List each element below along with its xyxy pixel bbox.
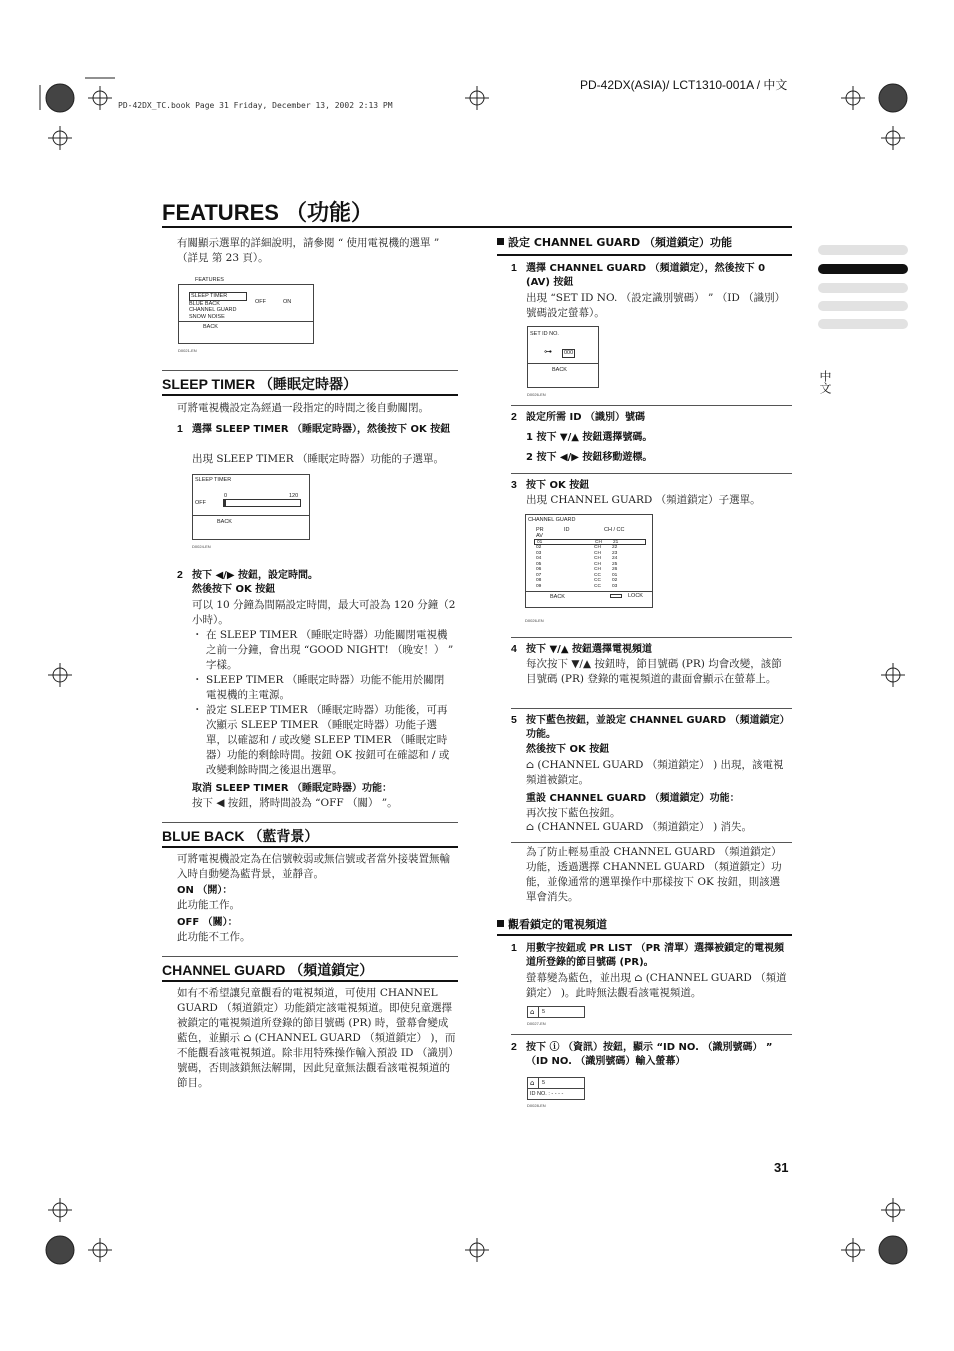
id-entry-screen: ⌂ 5 ID NO. : - - - - <box>527 1077 585 1100</box>
set-id-screen: SET ID NO. ⊶ 000 BACK <box>527 326 599 388</box>
sleep-step1-title: 選擇 SLEEP TIMER （睡眠定時器），然後按下 OK 按鈕 <box>192 424 451 435</box>
lock-icon: ⌂ <box>530 1079 535 1087</box>
set-step1-body: 出現 “SET ID NO. （設定識別號碼） ” （ID （識別）號碼設定螢幕）。 <box>526 292 786 319</box>
list-item: 06 CH 26 <box>536 567 618 572</box>
side-tab <box>818 319 908 329</box>
sleep-step2-title: 按下 ◀/▶ 按鈕，設定時間。 <box>192 570 318 581</box>
screen-menu-items: SLEEP TIMER BLUE BACK CHANNEL GUARD SNOW NOISE <box>189 292 247 320</box>
features-menu-screen: FEATURES SLEEP TIMER BLUE BACK CHANNEL GUARD SNOW NOISE OFF ON BACK <box>178 284 314 344</box>
channel-guard-heading: CHANNEL GUARD （頻道鎖定） <box>162 962 374 978</box>
set-step2-title: 設定所需 ID （識別）號碼 <box>526 412 645 423</box>
sleep-timer-heading: SLEEP TIMER （睡眠定時器） <box>162 376 357 392</box>
channel-guard-list <box>534 539 646 589</box>
figure-code: D0021-EN <box>178 348 197 353</box>
sleep-bullet: ・ SLEEP TIMER （睡眠定時器）功能不能用於關閉電視機的主電源。 <box>192 674 445 701</box>
blue-key-icon <box>610 594 622 598</box>
set-step1-title: 選擇 CHANNEL GUARD （頻道鎖定），然後按下 0 (AV) 按鈕 <box>526 263 766 288</box>
channel-guard-desc: 如有不希望讓兒童觀看的電視頻道，可使用 CHANNEL GUARD （頻道鎖定）功能鎖定該電視頻道。即使兒童選擇被鎖定的電視頻道所登錄的節目號碼 (PR) 時，螢幕會變成藍色，並顯示 ⌂ (CHANNEL GUARD （頻道鎖定） )，而不能觀看該電視頻道。除非用特殊操作輸入預設 ID （識別）號碼，否則該鎖無法解開，因此兒童無法觀看該電視頻道的節目。 <box>177 987 456 1089</box>
sleep-step2-body: 可以 10 分鐘為間隔設定時間，最大可設為 120 分鐘（2 小時）。 <box>192 599 456 626</box>
model-header: PD-42DX(ASIA)/ LCT1310-001A / 中文 <box>580 78 788 92</box>
sleep-cancel-body: 按下 ◀ 按鈕，將時間設為 “OFF （關） ”。 <box>192 797 398 809</box>
set-step5-title: 按下藍色按鈕，並設定 CHANNEL GUARD （頻道鎖定）功能。 <box>526 715 790 740</box>
side-tab-active <box>818 264 908 274</box>
watch-step2-title: 按下 ⓘ （資訊）按鈕，顯示 “ID NO. （識別號碼） ” （ID NO. （識別號碼）輸入螢幕） <box>526 1042 773 1067</box>
list-item: 02 CH 22 <box>536 545 618 550</box>
guard-note: 為了防止輕易重設 CHANNEL GUARD （頻道鎖定）功能，透過選擇 CHANNEL GUARD （頻道鎖定）功能，並像通常的選單操作中那樣按下 OK 按鈕，則該選單會消失。 <box>526 846 782 903</box>
sleep-timer-desc: 可將電視機設定為經過一段指定的時間之後自動關閉。 <box>177 402 429 414</box>
side-tab <box>818 245 908 255</box>
blue-back-heading: BLUE BACK （藍背景） <box>162 828 319 844</box>
title-rule <box>162 226 792 228</box>
sleep-bullet: ・ 在 SLEEP TIMER （睡眠定時器）功能關閉電視機之前一分鐘，會出現 “GOOD NIGHT! （晚安！） ” 字樣。 <box>192 629 454 671</box>
lock-icon: ⌂ <box>530 1008 535 1016</box>
watch-step1-title: 用數字按鈕或 PR LIST （PR 清單）選擇被鎖定的電視頻道所登錄的節目號碼 (PR)。 <box>526 943 785 968</box>
list-item: 07 CC 01 <box>536 572 618 578</box>
page-number: 31 <box>774 1160 789 1175</box>
blue-back-desc: 可將電視機設定為在信號較弱或無信號或者當外接裝置無輸入時自動變為藍背景，並靜音。 <box>177 853 450 880</box>
side-tab <box>818 283 908 293</box>
list-item: 03 CH 23 <box>536 550 618 556</box>
list-item: 04 CH 24 <box>536 556 618 561</box>
set-step3-title: 按下 OK 按鈕 <box>526 480 590 491</box>
list-item: 05 CH 25 <box>536 561 618 567</box>
sleep-step1-body: 出現 SLEEP TIMER （睡眠定時器）功能的子選單。 <box>192 453 445 465</box>
sleep-timer-screen: SLEEP TIMER 0 120 OFF BACK <box>192 474 310 540</box>
side-tab <box>818 301 908 311</box>
book-info-line: PD-42DX_TC.book Page 31 Friday, December 13, 2002 2:13 PM <box>118 101 393 110</box>
set-step4-title: 按下 ▼/▲ 按鈕選擇電視頻道 <box>526 644 652 655</box>
sleep-timer-slider-fill <box>224 500 226 506</box>
set-guard-heading: 設定 CHANNEL GUARD （頻道鎖定）功能 <box>497 236 732 250</box>
list-item: 01 CH 21 <box>534 539 646 545</box>
screen-divider <box>179 321 313 322</box>
intro-text: 有關顯示選單的詳細說明，請參閱 “ 使用電視機的選單 ” （詳見 第 23 頁）。 <box>177 237 440 264</box>
watch-locked-heading: 觀看鎖定的電視頻道 <box>497 918 607 932</box>
sleep-bullet: ・ 設定 SLEEP TIMER （睡眠定時器）功能後，可再次顯示 SLEEP TIMER （睡眠定時器）功能子選單，以確認和 / 或改變 SLEEP TIMER （睡眠定時器）功能的剩餘時間。按鈕 OK 按鈕可在確認和 / 或改變剩餘時間之後退出選單。 <box>192 704 450 776</box>
reset-title: 重設 CHANNEL GUARD （頻道鎖定）功能： <box>526 793 740 804</box>
key-icon: ⊶ <box>544 347 552 356</box>
sleep-timer-slider <box>223 499 301 507</box>
channel-guard-screen: CHANNEL GUARD PR ID CH / CC AV 01 CH 21 02 CH 22 03 CH 23 04 CH 24 05 CH 25 06 CH 26 07 CC 01 08 CC 02 09 CC 03 BACK LOCK <box>525 514 653 608</box>
sleep-cancel-title: 取消 SLEEP TIMER （睡眠定時器）功能： <box>192 783 393 794</box>
list-item: 09 CC 03 <box>536 583 618 589</box>
locked-channel-screen: ⌂ 5 <box>527 1006 585 1018</box>
list-item: 08 CC 02 <box>536 578 618 583</box>
page-title: FEATURES （功能） <box>162 200 374 225</box>
side-language-label: 中文 <box>818 370 832 394</box>
